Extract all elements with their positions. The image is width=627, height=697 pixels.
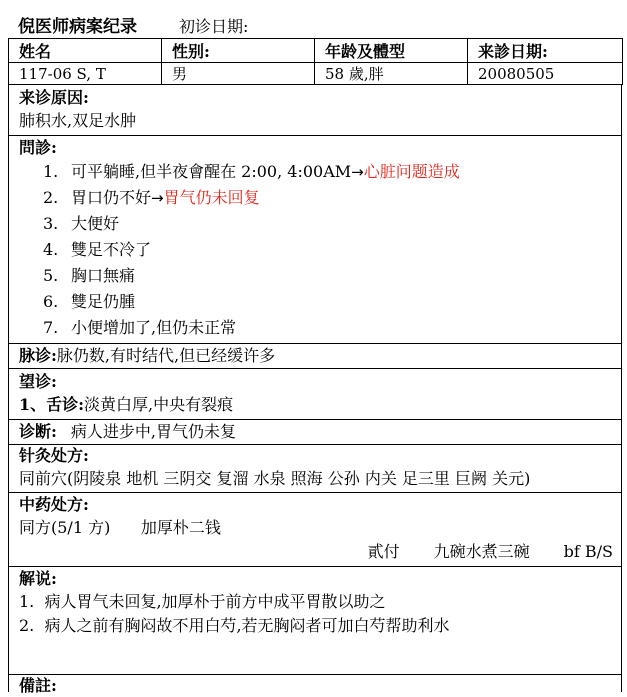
arrow-right-icon: → (151, 189, 164, 207)
record-title: 倪医师病案纪录 (18, 17, 137, 37)
explanation-item: 2. 病人之前有胸闷故不用白芍,若无胸闷者可加白芍帮助利水 (19, 616, 450, 635)
herbal-dose: 貳付 (367, 542, 400, 561)
tongue-label: 1、舌诊: (19, 395, 85, 414)
patient-info-table (8, 38, 623, 85)
record-header (18, 12, 248, 36)
inquiry-item: 7. 小便增加了,但仍未正常 (43, 318, 237, 337)
inquiry-note: 心脏问题造成 (363, 162, 460, 181)
inquiry-item: 2. 胃口仍不好→胃气仍未回复 (43, 188, 260, 207)
inquiry-label: 問診: (19, 138, 57, 157)
inquiry-section (8, 135, 622, 344)
first-visit-date-label: 初诊日期: (179, 17, 249, 36)
herbal-method: 九碗水煮三碗 (433, 542, 530, 561)
visit-reason-section (8, 84, 622, 136)
diagnosis-label: 诊断: (19, 422, 57, 441)
sex-value: 男 (162, 63, 315, 85)
inquiry-item: 4. 雙足不冷了 (43, 240, 152, 259)
remarks-label: 備註: (19, 676, 57, 695)
visit-reason-text: 肺积水,双足水肿 (19, 111, 137, 130)
herbal-prescription: 同方(5/1 方) 加厚朴二钱 (19, 518, 221, 537)
acupuncture-text: 同前穴(阴陵泉 地机 三阴交 复溜 水泉 照海 公孙 内关 足三里 巨阙 关元) (19, 469, 531, 488)
explanation-item: 1. 病人胃气未回复,加厚朴于前方中成平胃散以助之 (19, 592, 386, 611)
pulse-text: 脉仍数,有时结代,但已经缓许多 (56, 346, 276, 365)
inquiry-note: 胃气仍未回复 (163, 188, 260, 207)
herbal-label: 中药处方: (19, 495, 89, 514)
remarks-section (8, 674, 622, 695)
arrow-right-icon: → (351, 163, 364, 181)
inquiry-item: 5. 胸口無痛 (43, 266, 136, 285)
diagnosis-text: 病人进步中,胃气仍未复 (70, 422, 237, 441)
herbal-section (8, 492, 622, 567)
visit-date-label: 来診日期: (468, 39, 623, 63)
name-value: 117-06 S, T (9, 63, 162, 85)
inquiry-item: 6. 雙足仍腫 (43, 292, 136, 311)
explanation-label: 解说: (19, 569, 57, 588)
visit-reason-label: 来诊原因: (19, 88, 89, 107)
pulse-label: 脉诊: (19, 346, 57, 365)
patient-info-label-row (9, 39, 623, 63)
inquiry-item: 3. 大便好 (43, 214, 120, 233)
visit-date-value: 20080505 (468, 63, 623, 85)
diagnosis-section (8, 419, 622, 445)
sex-label: 性别: (162, 39, 315, 63)
acupuncture-section (8, 444, 622, 493)
acupuncture-label: 针灸处方: (19, 446, 89, 465)
pulse-section (8, 343, 622, 369)
inquiry-list (9, 159, 621, 341)
observation-section (8, 368, 622, 420)
tongue-text: 淡黄白厚,中央有裂痕 (84, 395, 234, 414)
name-label: 姓名 (9, 39, 162, 63)
inquiry-item: 1. 可平躺睡,但半夜會醒在 2:00, 4:00AM→心脏问题造成 (43, 162, 460, 181)
age-build-label: 年龄及體型 (315, 39, 468, 63)
patient-info-value-row (9, 63, 623, 85)
herbal-timing: bf B/S (563, 542, 613, 561)
herbal-dosage-row (9, 540, 621, 564)
age-build-value: 58 歲,胖 (315, 63, 468, 85)
explanation-section (8, 566, 622, 675)
observation-label: 望诊: (19, 372, 57, 391)
